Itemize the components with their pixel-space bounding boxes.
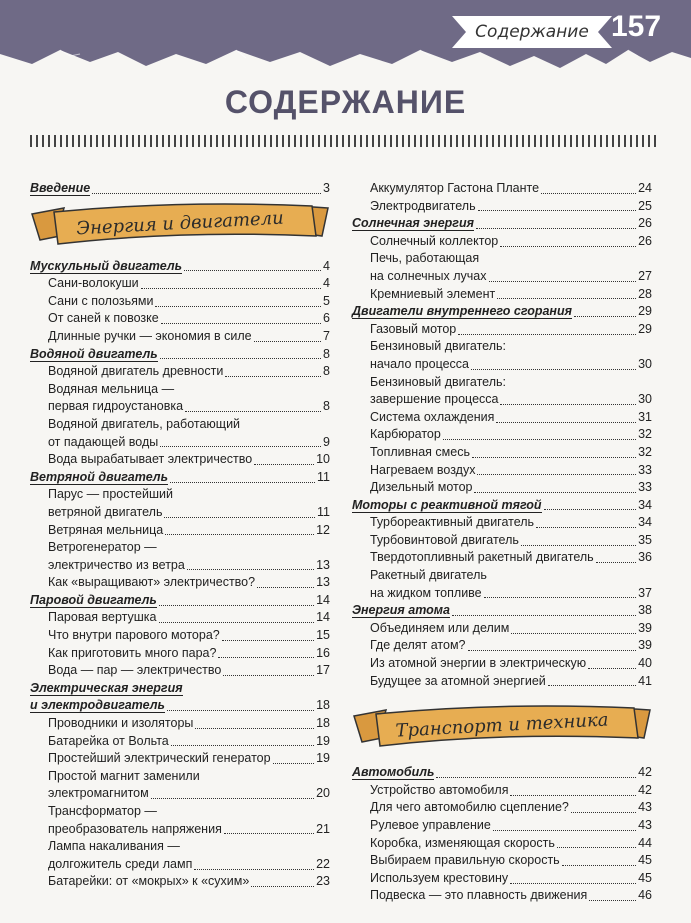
toc-entry-title: Простейший электрический генератор [48, 751, 271, 766]
toc-entry[interactable] [352, 356, 652, 374]
dot-leader [436, 776, 636, 778]
dot-leader [452, 614, 636, 616]
toc-entry-page: 29 [638, 304, 652, 319]
toc-right-column [352, 180, 652, 905]
toc-entry-title: Водяной двигатель [30, 346, 158, 361]
toc-entry-title: Ветряная мельница [48, 522, 164, 537]
toc-entry-title: От саней к повозке [48, 311, 159, 326]
toc-entry-page: 35 [638, 532, 652, 547]
toc-entry-page: 11 [317, 469, 330, 484]
dot-leader [510, 882, 636, 884]
toc-entry[interactable] [30, 574, 330, 592]
toc-entry[interactable] [30, 821, 330, 839]
toc-entry[interactable] [352, 620, 652, 638]
toc-left-list [30, 258, 330, 891]
toc-entry[interactable] [30, 504, 330, 522]
toc-entry-title: Моторы с реактивной тягой [352, 497, 542, 512]
toc-entry-title: Что внутри парового мотора? [48, 628, 220, 643]
toc-entry-title: Бензиновый двигатель: [370, 339, 506, 354]
toc-entry[interactable] [30, 363, 330, 381]
dot-leader [511, 632, 636, 634]
toc-entry-title: Сани-волокуши [48, 276, 139, 291]
toc-entry[interactable] [30, 486, 330, 504]
dot-leader [478, 209, 637, 211]
toc-entry[interactable] [352, 250, 652, 268]
toc-entry-title: Проводники и изоляторы [48, 716, 194, 731]
toc-entry-title: Выбираем правильную скорость [370, 853, 560, 868]
toc-entry-title: преобразователь напряжения [48, 821, 222, 836]
dot-leader [185, 410, 321, 412]
toc-entry-title: Рулевое управление [370, 818, 491, 832]
toc-entry[interactable] [352, 479, 652, 497]
dot-leader [474, 491, 636, 493]
dot-leader [548, 684, 636, 686]
toc-entry-page: 32 [638, 427, 652, 442]
toc-entry[interactable] [30, 627, 330, 645]
dot-leader [458, 333, 636, 335]
toc-entry[interactable] [352, 870, 652, 888]
toc-entry[interactable] [30, 768, 330, 786]
dot-leader [468, 649, 637, 651]
toc-entry-title: Кремниевый элемент [370, 286, 496, 301]
section-banner-transport [352, 702, 652, 754]
toc-entry[interactable] [30, 733, 330, 751]
dot-leader [159, 604, 314, 606]
toc-entry-title: Паровой двигатель [30, 592, 157, 607]
toc-entry[interactable] [352, 233, 652, 251]
toc-entry-title: Подвеска — это плавность движения [370, 888, 588, 903]
toc-entry[interactable] [352, 655, 652, 673]
toc-entry[interactable] [30, 873, 330, 891]
dot-leader [544, 508, 637, 510]
toc-entry-title: Аккумулятор Гастона Планте [370, 181, 540, 195]
toc-right-list-bottom [352, 764, 652, 905]
toc-entry[interactable] [30, 310, 330, 328]
toc-entry-title: Как приготовить много пара? [48, 645, 217, 660]
toc-entry[interactable] [30, 398, 330, 416]
toc-entry-title: на солнечных лучах [370, 268, 487, 283]
toc-entry-page: 33 [638, 480, 652, 495]
dot-leader [195, 727, 314, 729]
toc-entry-title: Батарейки: от «мокрых» к «сухим» [48, 874, 250, 889]
toc-entry-title: электричество из ветра [48, 557, 185, 572]
toc-entry-page: 18 [316, 698, 330, 713]
toc-entry[interactable] [30, 275, 330, 293]
toc-right-list-top [352, 180, 652, 690]
toc-entry-title: Топливная смесь [370, 444, 470, 459]
dot-leader [170, 481, 315, 483]
toc-entry[interactable] [352, 799, 652, 817]
dot-leader [484, 596, 636, 598]
toc-entry-title: Лампа накаливания — [48, 839, 180, 854]
toc-entry[interactable] [30, 662, 330, 680]
toc-entry-title: Мускульный двигатель [30, 258, 183, 273]
toc-entry-page: 32 [638, 444, 652, 459]
toc-entry[interactable] [30, 856, 330, 874]
toc-entry-title: Солнечный коллектор [370, 233, 499, 248]
toc-section-entry[interactable] [352, 764, 652, 782]
toc-entry-page: 45 [638, 870, 652, 885]
toc-entry-title: Сани с полозьями [48, 293, 154, 308]
toc-entry[interactable] [352, 567, 652, 585]
dot-leader [254, 463, 314, 465]
toc-entry[interactable] [352, 852, 652, 870]
dot-leader [497, 297, 636, 299]
toc-entry-title: Энергия атома [352, 603, 450, 618]
toc-entry-title: на жидком топливе [370, 585, 482, 600]
dot-leader [500, 245, 636, 247]
toc-entry-title: Вода — пар — электричество [48, 663, 222, 678]
toc-entry[interactable] [30, 381, 330, 399]
toc-entry[interactable] [352, 444, 652, 462]
toc-entry[interactable] [352, 817, 652, 835]
toc-section-entry[interactable] [352, 215, 652, 233]
toc-entry-page: 8 [323, 364, 330, 379]
toc-entry-page: 39 [638, 620, 652, 635]
toc-entry-page: 31 [638, 409, 652, 424]
toc-entry-title: Бензиновый двигатель: [370, 374, 506, 389]
toc-entry-title: Устройство автомобиля [370, 782, 509, 797]
toc-entry-page: 46 [638, 888, 652, 903]
dot-leader [257, 586, 314, 588]
toc-entry[interactable] [352, 426, 652, 444]
toc-entry-title: Система охлаждения [370, 409, 495, 424]
toc-entry-title: Двигатели внутреннего сгорания [352, 304, 572, 319]
toc-entry[interactable] [352, 198, 652, 216]
dot-leader [510, 794, 636, 796]
toc-entry-title: Используем крестовину [370, 870, 509, 885]
toc-entry-page: 21 [316, 821, 330, 836]
toc-entry[interactable] [352, 549, 652, 567]
dot-leader [496, 421, 636, 423]
toc-entry[interactable] [30, 434, 330, 452]
toc-entry[interactable] [30, 785, 330, 803]
dot-leader [443, 438, 636, 440]
toc-entry-title: электромагнитом [48, 786, 149, 801]
toc-entry-page: 7 [323, 328, 330, 343]
toc-entry[interactable] [352, 321, 652, 339]
toc-section-entry[interactable] [30, 469, 330, 487]
dot-leader [151, 797, 314, 799]
toc-entry-page: 28 [638, 286, 652, 301]
toc-entry[interactable] [352, 532, 652, 550]
dot-leader [493, 829, 636, 831]
toc-entry-page: 22 [316, 856, 330, 871]
toc-entry[interactable] [352, 887, 652, 905]
dot-leader [184, 269, 321, 271]
toc-entry-page: 19 [316, 751, 330, 766]
dot-leader [574, 315, 636, 317]
dot-leader [477, 473, 636, 475]
toc-entry[interactable] [30, 645, 330, 663]
toc-entry-title: Длинные ручки — экономия в силе [48, 328, 252, 343]
toc-section-entry[interactable] [30, 697, 330, 715]
toc-entry-page: 36 [638, 550, 652, 565]
dot-leader [165, 533, 314, 535]
dot-leader [557, 846, 636, 848]
toc-entry-page: 3 [323, 181, 330, 195]
toc-entry-title: Газовый мотор [370, 321, 457, 336]
toc-entry-page: 43 [638, 818, 652, 832]
toc-entry-title: и электродвигатель [30, 698, 165, 713]
toc-entry-page: 8 [323, 399, 330, 414]
dot-leader [155, 305, 321, 307]
dot-leader [589, 899, 636, 901]
dot-leader [489, 280, 637, 282]
toc-entry-page: 23 [316, 874, 330, 889]
toc-entry[interactable] [30, 609, 330, 627]
toc-entry-page: 14 [316, 610, 330, 625]
toc-entry-page: 30 [638, 392, 652, 407]
toc-entry[interactable] [352, 374, 652, 392]
dot-leader [159, 621, 315, 623]
toc-entry-title: Ветряной двигатель [30, 469, 169, 484]
toc-entry[interactable] [30, 451, 330, 469]
toc-section-entry[interactable] [30, 592, 330, 610]
toc-entry-title: Простой магнит заменили [48, 768, 200, 783]
toc-entry-page: 14 [316, 592, 330, 607]
toc-entry[interactable] [352, 637, 652, 655]
section-banner-energy [30, 200, 330, 252]
toc-section-entry[interactable] [30, 680, 330, 698]
toc-entry-page: 39 [638, 638, 652, 653]
page-header [0, 0, 691, 76]
toc-entry-page: 8 [323, 346, 330, 361]
toc-entry[interactable] [30, 750, 330, 768]
toc-entry[interactable] [352, 409, 652, 427]
toc-entry-page: 33 [638, 462, 652, 477]
toc-entry-page: 19 [316, 733, 330, 748]
section-banner-title: Энергия и двигатели [75, 207, 285, 240]
toc-entry-page: 26 [638, 233, 652, 248]
toc-entry-page: 4 [323, 258, 330, 273]
toc-entry-page: 5 [323, 293, 330, 308]
toc-entry-title: от падающей воды [48, 434, 159, 449]
toc-entry-title: Печь, работающая [370, 251, 480, 266]
toc-entry-page: 42 [638, 765, 652, 780]
toc-entry-title: завершение процесса [370, 392, 499, 407]
toc-entry-title: Водяной двигатель, работающий [48, 416, 241, 431]
toc-entry-page: 10 [316, 452, 330, 467]
toc-entry-title: Объединяем или делим [370, 620, 510, 635]
dot-leader [536, 526, 636, 528]
dot-leader [225, 375, 321, 377]
hatch-divider [30, 135, 660, 147]
toc-entry-page: 40 [638, 656, 652, 671]
dot-leader [194, 868, 314, 870]
toc-entry-page: 12 [316, 522, 330, 537]
toc-entry-title: начало процесса [370, 356, 469, 371]
page-title: СОДЕРЖАНИЕ [224, 84, 467, 120]
toc-entry-title: Солнечная энергия [352, 216, 474, 231]
toc-section-entry[interactable] [30, 258, 330, 276]
toc-entry-page: 38 [638, 603, 652, 618]
toc-entry-title: ветряной двигатель [48, 504, 163, 519]
toc-entry-page: 30 [638, 356, 652, 371]
toc-entry-page: 41 [638, 673, 652, 688]
toc-entry-title: Введение [30, 181, 91, 195]
header-section-label: Содержание [475, 22, 589, 42]
toc-entry-page: 6 [323, 311, 330, 326]
toc-entry-title: Батарейка от Вольта [48, 733, 169, 748]
dot-leader [223, 674, 314, 676]
dot-leader [160, 357, 321, 359]
toc-entry-title: Дизельный мотор [370, 480, 473, 495]
toc-entry[interactable] [352, 462, 652, 480]
toc-entry-title: Автомобиль [352, 765, 435, 780]
toc-entry[interactable] [352, 585, 652, 603]
toc-entry-page: 42 [638, 782, 652, 797]
toc-entry-page: 25 [638, 198, 652, 213]
toc-entry-page: 13 [316, 557, 330, 572]
dot-leader [218, 656, 314, 658]
toc-entry-page: 26 [638, 216, 652, 231]
toc-entry-title: Ракетный двигатель [370, 568, 487, 583]
toc-entry-page: 37 [638, 585, 652, 600]
toc-entry-title: Как «выращивают» электричество? [48, 575, 256, 590]
toc-entry-page: 43 [638, 800, 652, 815]
toc-entry-title: Электродвигатель [370, 198, 476, 213]
toc-entry-title: Для чего автомобилю сцепление? [370, 800, 569, 815]
toc-left-column [30, 180, 330, 891]
dot-leader [273, 762, 315, 764]
toc-entry-title: долгожитель среди ламп [48, 856, 193, 871]
dot-leader [472, 456, 636, 458]
toc-entry-page: 27 [638, 268, 652, 283]
toc-entry[interactable] [30, 557, 330, 575]
toc-entry[interactable] [352, 514, 652, 532]
toc-entry-page: 13 [316, 575, 330, 590]
toc-entry-title: Коробка, изменяющая скорость [370, 835, 555, 850]
toc-entry-page: 11 [317, 504, 330, 519]
dot-leader [92, 192, 321, 194]
toc-entry[interactable] [352, 391, 652, 409]
toc-entry-intro[interactable] [30, 180, 330, 198]
dot-leader [562, 864, 636, 866]
dot-leader [222, 639, 314, 641]
dot-leader [571, 811, 636, 813]
dot-leader [141, 287, 321, 289]
toc-entry[interactable] [30, 328, 330, 346]
toc-entry-page: 18 [316, 716, 330, 731]
dot-leader [171, 744, 314, 746]
toc-entry-page: 34 [638, 515, 652, 530]
toc-entry-page: 16 [316, 645, 330, 660]
toc-entry-title: Из атомной энергии в электрическую [370, 656, 587, 671]
dot-leader [161, 322, 321, 324]
dot-leader [500, 403, 636, 405]
toc-entry[interactable] [30, 803, 330, 821]
toc-entry[interactable] [352, 835, 652, 853]
toc-entry-page: 17 [316, 663, 330, 678]
dot-leader [471, 368, 636, 370]
toc-entry-page: 34 [638, 497, 652, 512]
toc-entry[interactable] [30, 522, 330, 540]
toc-entry-title: Водяной двигатель древности [48, 364, 224, 379]
toc-entry-title: Паровая вертушка [48, 610, 157, 625]
toc-entry-page: 45 [638, 853, 652, 868]
toc-entry-page: 29 [638, 321, 652, 336]
page-number: 157 [611, 10, 662, 43]
toc-entry[interactable] [352, 673, 652, 691]
toc-entry-title: Карбюратор [370, 427, 441, 442]
dot-leader [588, 667, 636, 669]
dot-leader [476, 227, 636, 229]
toc-entry-title: Где делят атом? [370, 638, 466, 653]
toc-entry-page: 15 [316, 628, 330, 643]
dot-leader [164, 516, 315, 518]
dot-leader [541, 192, 636, 194]
toc-entry-title: Вода вырабатывает электричество [48, 452, 253, 467]
toc-entry-title: Ветрогенератор — [48, 540, 157, 555]
dot-leader [254, 340, 321, 342]
toc-entry[interactable] [352, 180, 652, 198]
toc-entry-title: Твердотопливный ракетный двигатель [370, 550, 594, 565]
toc-entry[interactable] [30, 838, 330, 856]
toc-entry[interactable] [352, 286, 652, 304]
toc-section-entry[interactable] [352, 602, 652, 620]
toc-entry[interactable] [30, 715, 330, 733]
toc-entry[interactable] [30, 293, 330, 311]
dot-leader [251, 885, 314, 887]
dot-leader [187, 568, 314, 570]
dot-leader [167, 709, 314, 711]
toc-entry-page: 4 [323, 276, 330, 291]
toc-entry-title: Турбовинтовой двигатель [370, 532, 519, 547]
toc-entry-title: Турбореактивный двигатель [370, 515, 535, 530]
toc-entry-page: 44 [638, 835, 652, 850]
dot-leader [596, 561, 636, 563]
section-banner-title: Транспорт и техника [395, 709, 609, 742]
toc-entry[interactable] [352, 268, 652, 286]
dot-leader [224, 832, 314, 834]
toc-entry[interactable] [30, 539, 330, 557]
toc-entry[interactable] [352, 782, 652, 800]
toc-entry[interactable] [30, 416, 330, 434]
toc-entry-page: 24 [638, 181, 652, 195]
dot-leader [521, 544, 636, 546]
toc-section-entry[interactable] [30, 346, 330, 364]
toc-entry-title: Водяная мельница — [48, 381, 175, 396]
toc-entry-title: Трансформатор — [48, 804, 157, 818]
toc-entry-title: Парус — простейший [48, 487, 173, 502]
toc-entry-page: 20 [316, 786, 330, 801]
toc-section-entry[interactable] [352, 303, 652, 321]
toc-entry-title: первая гидроустановка [48, 399, 184, 414]
toc-entry[interactable] [352, 338, 652, 356]
toc-section-entry[interactable] [352, 497, 652, 515]
dot-leader [160, 445, 321, 447]
toc-entry-title: Будущее за атомной энергией [370, 673, 546, 688]
toc-entry-page: 9 [323, 434, 330, 449]
toc-entry-title: Электрическая энергия [30, 680, 183, 695]
toc-entry-title: Нагреваем воздух [370, 462, 476, 477]
